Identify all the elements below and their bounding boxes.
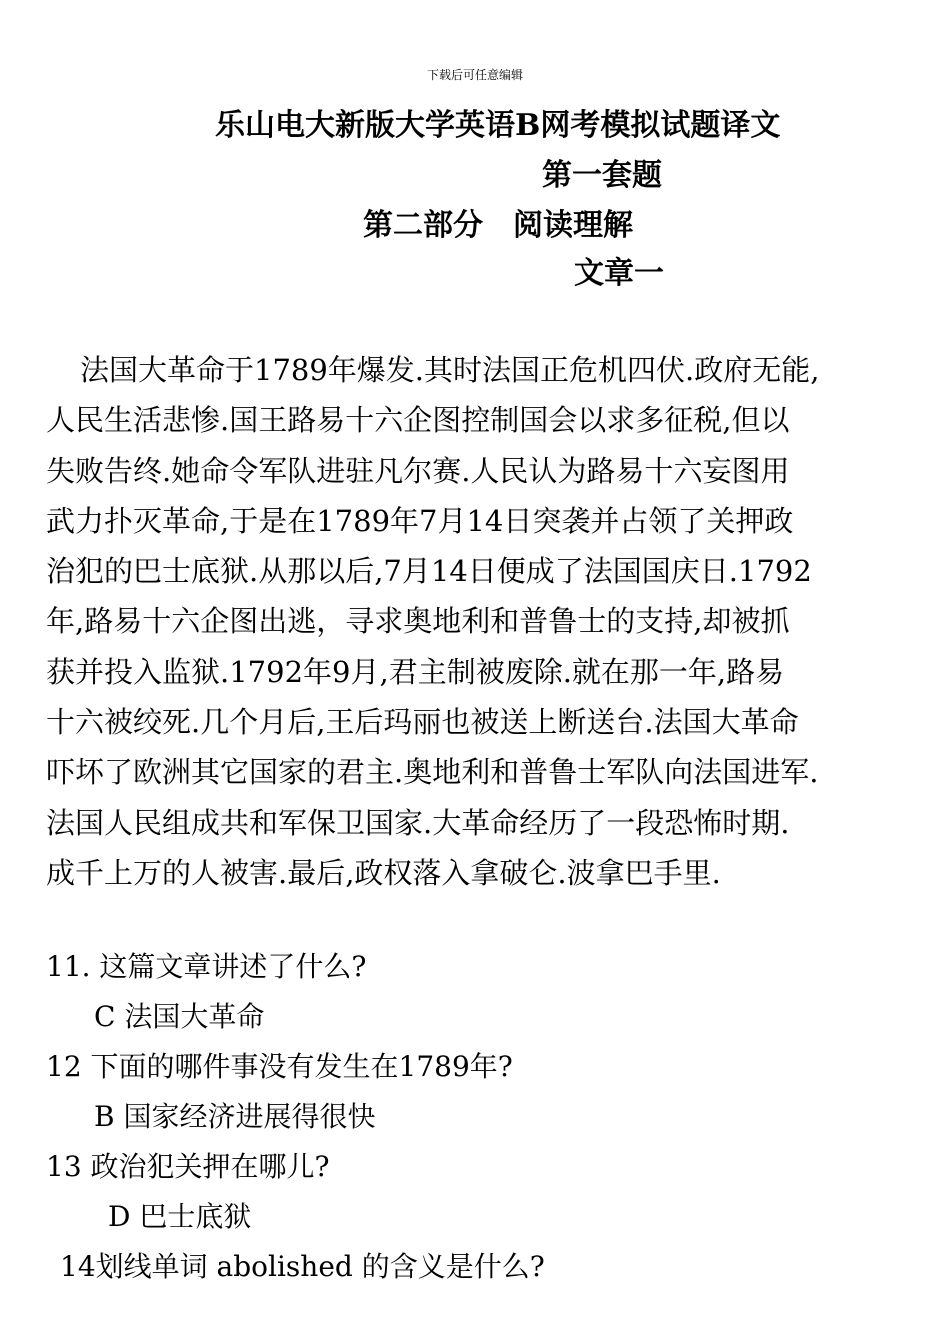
article-line: 治犯的巴士底狱.从那以后,7月14日便成了法国国庆日.1792 (46, 554, 812, 589)
question-11: 11. 这篇文章讲述了什么? (46, 950, 367, 983)
answer-12: B 国家经济进展得很快 (94, 1100, 376, 1133)
answer-11: C 法国大革命 (94, 1000, 265, 1033)
article-line: 武力扑灭革命,于是在1789年7月14日突袭并占领了关押政 (46, 503, 794, 538)
article-line: 年,路易十六企图出逃，寻求奥地利和普鲁士的支持,却被抓 (46, 604, 790, 639)
set-title: 第一套题 (542, 158, 662, 193)
question-12: 12 下面的哪件事没有发生在1789年? (46, 1050, 513, 1083)
article-line: 人民生活悲惨.国王路易十六企图控制国会以求多征税,但以 (46, 403, 790, 438)
question-14: 14划线单词 abolished 的含义是什么? (60, 1250, 545, 1283)
document-title: 乐山电大新版大学英语B网考模拟试题译文 (215, 108, 781, 143)
article-line: 十六被绞死.几个月后,王后玛丽也被送上断送台.法国大革命 (46, 705, 799, 740)
question-13: 13 政治犯关押在哪儿? (46, 1150, 330, 1183)
article-title: 文章一 (574, 256, 664, 291)
article-line: 失败告终.她命令军队进驻凡尔赛.人民认为路易十六妄图用 (46, 453, 790, 488)
part-title: 第二部分 阅读理解 (363, 208, 633, 243)
article-line: 获并投入监狱.1792年9月,君主制被废除.就在那一年,路易 (46, 654, 785, 689)
answer-13: D 巴士底狱 (108, 1200, 252, 1233)
header-note: 下载后可任意编辑 (426, 68, 523, 82)
article-body (46, 345, 926, 898)
article-line: 法国人民组成共和军保卫国家.大革命经历了一段恐怖时期. (46, 805, 790, 840)
article-line: 成千上万的人被害.最后,政权落入拿破仑.波拿巴手里. (46, 855, 721, 890)
article-line: 吓坏了欧洲其它国家的君主.奥地利和普鲁士军队向法国进军. (46, 755, 819, 790)
article-line: 法国大革命于1789年爆发.其时法国正危机四伏.政府无能, (80, 353, 820, 387)
